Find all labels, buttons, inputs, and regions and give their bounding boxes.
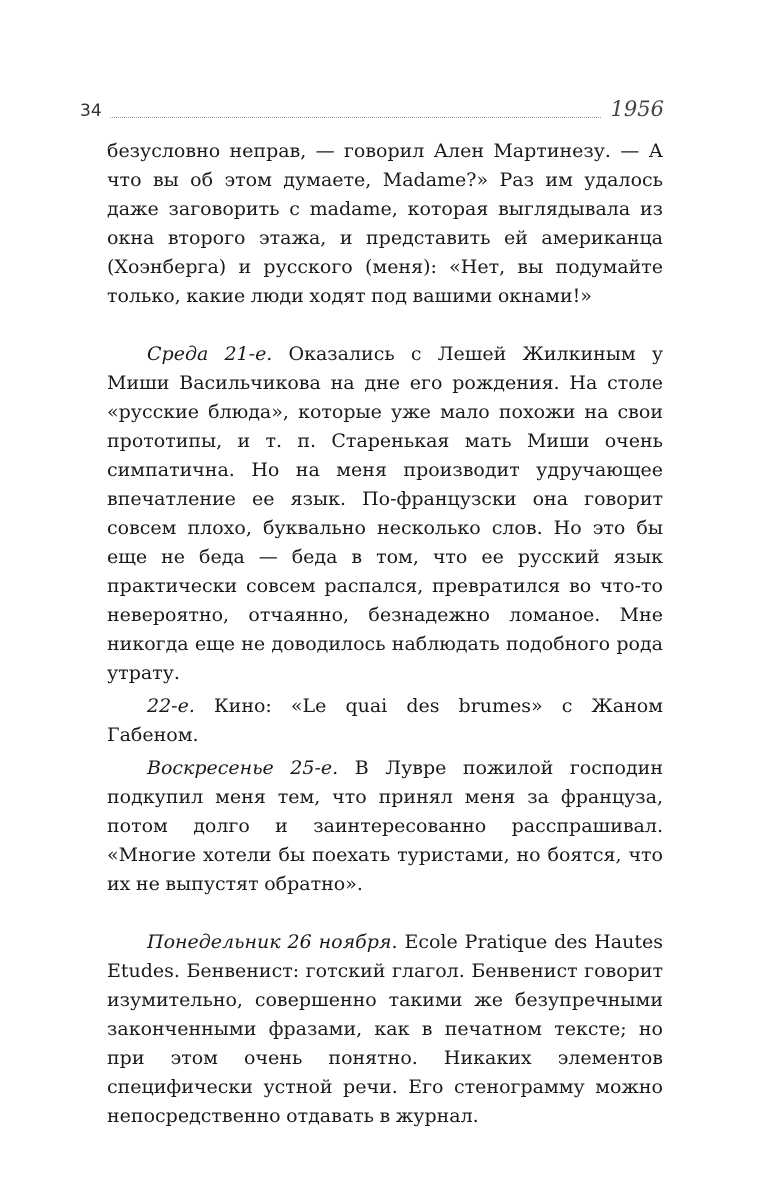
entry-monday-26-november (107, 928, 663, 1131)
section-gap (107, 899, 663, 928)
body-text (107, 137, 663, 1131)
entry-date: 22-е. (147, 695, 195, 717)
running-title: 1956 (610, 97, 664, 121)
entry-date: Понедельник 26 ноября (147, 931, 392, 953)
paragraph-text: безусловно неправ, — говорил Ален Мартинезу. — А что вы об этом думаете, Madame?» Раз им удалось даже заговорить с madame, которая выглядывала из окна второго этажа, и представить ей американца (Хоэнберга) и русского (меня): «Нет, вы подумайте только, какие люди ходят под вашими окнами!» (107, 140, 663, 307)
page-number: 34 (80, 101, 102, 121)
section-gap (107, 311, 663, 340)
entry-text: Оказались с Лешей Жилкиным у Миши Васильчикова на дне его рождения. На столе «русские блюда», которые уже мало похожи на свои прототипы, и т. п. Старенькая мать Миши очень симпатична. Но на меня производит удручающее впечатление ее язык. По-французски она говорит совсем плохо, буквально несколько слов. Но это бы еще не беда — беда в том, что ее русский язык практически совсем распался, превратился во что-то невероятно, отчаянно, безнадежно ломаное. Мне никогда еще не доводилось наблюдать подобного рода утрату. (107, 343, 664, 684)
entry-sunday-25 (107, 754, 663, 899)
entry-text: Кино: «Le quai des brumes» с Жаном Габеном. (107, 695, 663, 746)
running-header (80, 88, 664, 122)
entry-date: Среда 21-е. (147, 343, 273, 365)
entry-text: . Ecole Pratique des Hautes Etudes. Бенвенист: готский глагол. Бенвенист говорит изумительно, совершенно такими же безупречными законченными фразами, как в печатном тексте; но при этом очень понятно. Никаких элементов специфически устной речи. Его стенограмму можно непосредственно отдавать в журнал. (107, 931, 663, 1127)
dotted-leader (110, 117, 601, 118)
entry-date: Воскресенье 25-е. (147, 757, 339, 779)
entry-wednesday-21 (107, 340, 663, 688)
entry-text: В Лувре пожилой господин подкупил меня тем, что принял меня за француза, потом долго и заинтересованно расспрашивал. «Многие хотели бы поехать туристами, но боятся, что их не выпустят обратно». (107, 757, 663, 895)
paragraph-continued (107, 137, 663, 311)
entry-22 (107, 692, 663, 750)
